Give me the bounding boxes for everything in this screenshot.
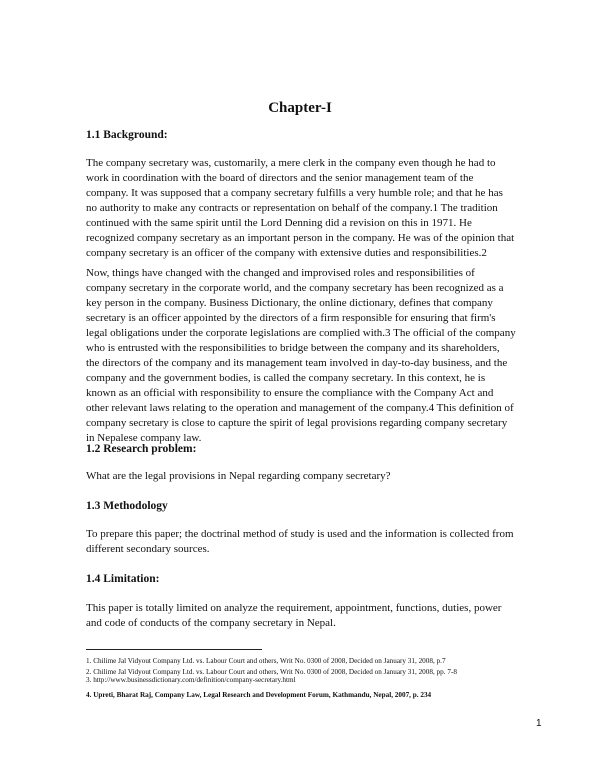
text-line: To prepare this paper; the doctrinal method of study is used and the information is collected from	[86, 528, 514, 540]
heading-research-problem: 1.2 Research problem:	[86, 443, 197, 455]
text-line: What are the legal provisions in Nepal regarding company secretary?	[86, 470, 391, 482]
text-line: The company secretary was, customarily, a mere clerk in the company even though he had to	[86, 157, 496, 169]
text-line: company secretary in the corporate world, and the company secretary has been recognized as a	[86, 282, 504, 294]
text-line: key person in the company. Business Dictionary, the online dictionary, defines that company	[86, 297, 493, 309]
chapter-title: Chapter-I	[268, 100, 332, 116]
text-line: recognized company secretary as an important person in the company. He was of the opinion that	[86, 232, 515, 244]
limitation-paragraph	[86, 601, 544, 631]
text-line: This paper is totally limited on analyze the requirement, appointment, functions, duties, power	[86, 602, 502, 614]
footnote-1: 1. Chilime Jal Vidyout Company Ltd. vs. Labour Court and others, Writ No. 0300 of 2008, Decided on January 31, 2008, p.7	[86, 657, 446, 665]
heading-background: 1.1 Background:	[86, 129, 168, 141]
background-paragraph-2	[86, 266, 544, 446]
text-line: and code of conducts of the company secretary in Nepal.	[86, 617, 336, 629]
heading-methodology: 1.3 Methodology	[86, 500, 168, 512]
text-line: who is entrusted with the responsibilities to bridge between the company and its shareholders,	[86, 342, 500, 354]
footnote-4: 4. Upreti, Bharat Raj, Company Law, Legal Research and Development Forum, Kathmandu, Nepal, 2007, p. 234	[86, 690, 432, 699]
text-line: secretary is an officer appointed by the directors of a firm responsible for ensuring that firm's	[86, 312, 496, 324]
footnotes	[86, 656, 556, 700]
footnote-divider	[86, 649, 262, 650]
text-line: work in coordination with the board of directors and the senior management team of the	[86, 172, 474, 184]
footnote-3[interactable]: 3. http://www.businessdictionary.com/definition/company-secretary.html	[86, 676, 296, 684]
text-line: company secretary is an officer of the company with extensive duties and responsibilities.2	[86, 247, 487, 259]
text-line: other relevant laws relating to the operation and management of the company.4 This definition of	[86, 402, 514, 414]
text-line: company secretary is close to capture the spirit of legal provisions regarding company secretary	[86, 417, 508, 429]
research-problem-text	[86, 469, 544, 484]
text-line: no authority to make any contracts or representation on behalf of the company.1 The tradition	[86, 202, 498, 214]
text-line: company and the government bodies, is called the company secretary. In this context, he is	[86, 372, 486, 384]
text-line: Now, things have changed with the changed and improvised roles and responsibilities of	[86, 267, 475, 279]
heading-limitation: 1.4 Limitation:	[86, 573, 160, 585]
text-line: company. It was supposed that a company secretary fulfills a very humble role; and that he has	[86, 187, 503, 199]
text-line: the directors of the company and its management team involved in day-to-day business, and the	[86, 357, 508, 369]
text-line: different secondary sources.	[86, 543, 210, 555]
text-line: continued with the same spirit until the Lord Denning did a revision on this in 1971. He	[86, 217, 472, 229]
methodology-paragraph	[86, 527, 544, 557]
page-number: 1	[536, 718, 542, 729]
text-line: known as an official with responsibility to ensure the compliance with the Company Act and	[86, 387, 494, 399]
text-line: legal obligations under the corporate legislations are complied with.3 The official of the company	[86, 327, 516, 339]
text-line: in Nepalese company law.	[86, 432, 202, 444]
background-paragraph-1	[86, 156, 544, 261]
footnote-2: 2. Chilime Jal Vidyout Company Ltd. vs. Labour Court and others, Writ No. 0300 of 2008, Decided on January 31, 2008, pp. 7-8	[86, 667, 457, 676]
